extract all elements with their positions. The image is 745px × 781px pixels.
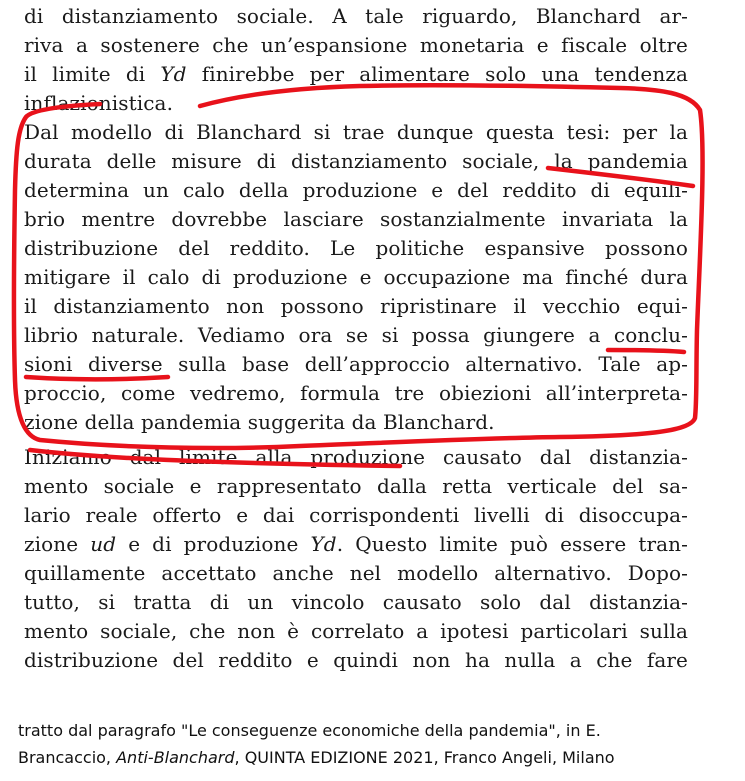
highlighted-text-line: librio naturale. Vediamo ora se si possa giungere a conclu- xyxy=(24,323,688,347)
highlighted-text-line: Dal modello di Blanchard si trae dunque questa tesi: per la xyxy=(24,120,688,144)
book-title: Anti-Blanchard xyxy=(116,748,235,767)
text-line: Iniziamo dal limite alla produzione causato dal distanzia- xyxy=(24,445,688,469)
text-line: mento sociale, che non è correlato a ipotesi particolari sulla xyxy=(24,619,688,643)
math-yd: Yd xyxy=(160,62,187,86)
highlighted-text-line: determina un calo della produzione e del reddito di equili- xyxy=(24,178,688,202)
highlighted-text-line: proccio, come vedremo, formula tre obiezioni all’interpreta- xyxy=(24,381,688,405)
math-yd: Yd xyxy=(310,532,337,556)
highlighted-text-line: distribuzione del reddito. Le politiche espansive possono xyxy=(24,236,688,260)
text-line: mento sociale e rappresentato dalla retta verticale del sa- xyxy=(24,474,688,498)
highlighted-text-line: brio mentre dovrebbe lasciare sostanzialmente invariata la xyxy=(24,207,688,231)
caption-line-1: tratto dal paragrafo "Le conseguenze economiche della pandemia", in E. xyxy=(18,721,601,740)
text-line: riva a sostenere che un’espansione monetaria e fiscale oltre xyxy=(24,33,688,57)
highlighted-text-line: mitigare il calo di produzione e occupazione ma finché dura xyxy=(24,265,688,289)
highlighted-text-line: sioni diverse sulla base dell’approccio alternativo. Tale ap- xyxy=(24,352,688,376)
text-line: il limite di Yd finirebbe per alimentare solo una tendenza xyxy=(24,62,688,86)
text-line: di distanziamento sociale. A tale riguardo, Blanchard ar- xyxy=(24,4,688,28)
text-line: inflazionistica. xyxy=(24,91,174,115)
text-line: tutto, si tratta di un vincolo causato solo dal distanzia- xyxy=(24,590,688,614)
text-line: quillamente accettato anche nel modello alternativo. Dopo- xyxy=(24,561,688,585)
caption-line-2: Brancaccio, Anti-Blanchard, QUINTA EDIZIONE 2021, Franco Angeli, Milano xyxy=(18,748,615,767)
text-line: lario reale offerto e dai corrispondenti livelli di disoccupa- xyxy=(24,503,688,527)
highlighted-text-line: durata delle misure di distanziamento sociale, la pandemia xyxy=(24,149,688,173)
highlighted-text-line: il distanziamento non possono ripristinare il vecchio equi- xyxy=(24,294,688,318)
highlighted-text-line: zione della pandemia suggerita da Blanchard. xyxy=(24,410,495,434)
text-line: distribuzione del reddito e quindi non ha nulla a che fare xyxy=(24,648,688,672)
text-line: zione ud e di produzione Yd. Questo limite può essere tran- xyxy=(24,532,688,556)
math-ud: ud xyxy=(90,532,117,556)
